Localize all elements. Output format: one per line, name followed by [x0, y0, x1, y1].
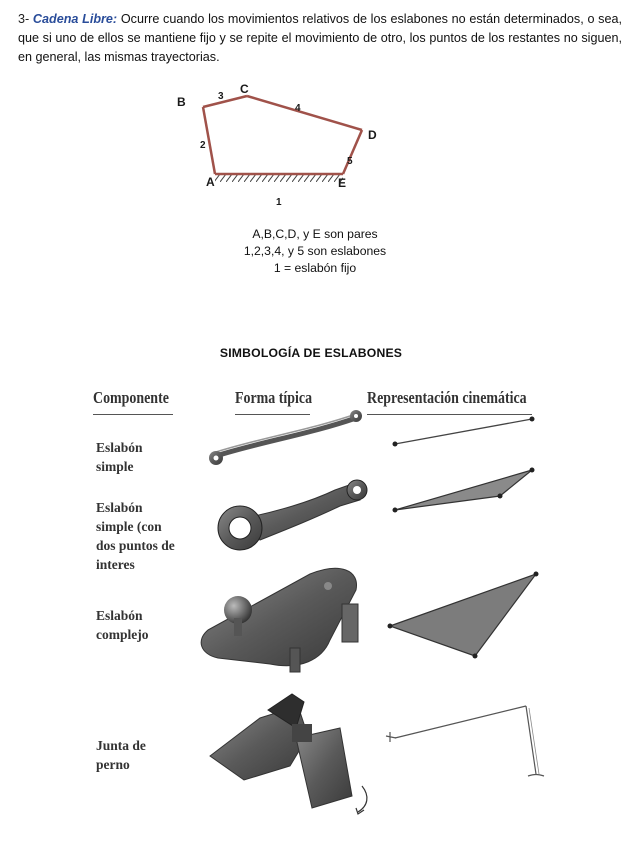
row-label-line: simple	[96, 459, 134, 474]
row-label-line: interes	[96, 557, 135, 572]
row-label-line: Junta de	[96, 738, 146, 753]
links	[203, 96, 362, 174]
complex-link-kinematic	[388, 572, 539, 659]
term-cadena-libre: Cadena Libre:	[32, 12, 118, 26]
row-label-line: dos puntos de	[96, 538, 175, 553]
simple-link-two-points-shape	[218, 480, 367, 550]
point-label-d: D	[368, 128, 377, 142]
free-chain-diagram	[160, 78, 420, 218]
item-number: 3-	[18, 12, 33, 26]
point-label-b: B	[177, 95, 186, 109]
link-symbology-figure	[60, 378, 580, 818]
link-label-3: 3	[218, 91, 224, 102]
row-label-line: Eslabón	[96, 608, 143, 623]
caption-line-pairs: A,B,C,D, y E son pares	[252, 227, 378, 241]
row-label-line: simple (con	[96, 519, 162, 534]
symbology-drawings	[60, 378, 580, 818]
row-label-line: perno	[96, 757, 130, 772]
simple-link-kinematic	[393, 417, 535, 447]
pin-joint-kinematic	[386, 706, 544, 776]
simple-link-two-points-kinematic	[393, 468, 535, 513]
point-label-c: C	[240, 82, 249, 96]
link-5	[343, 130, 362, 174]
paragraph-body: Ocurre cuando los movimientos relativos de los eslabones no están determinados, o sea, que si uno de ellos se mantiene fijo y se repite el movimiento de otro, los puntos de los restantes no siguen, en general, las mismas trayectorias.	[18, 12, 622, 64]
point-label-a: A	[206, 175, 215, 189]
section-title: SIMBOLOGÍA DE ESLABONES	[219, 346, 403, 360]
header-kinematic: Representación cinemática	[367, 388, 527, 407]
link-label-4: 4	[295, 103, 301, 114]
link-4	[247, 96, 362, 130]
caption-line-fixed: 1 = eslabón fijo	[273, 261, 357, 275]
diagram-caption	[200, 226, 430, 277]
header-component: Componente	[93, 388, 169, 407]
simple-link-shape	[209, 410, 362, 465]
link-label-5: 5	[347, 156, 353, 167]
row-label-line: Eslabón	[96, 500, 143, 515]
intro-paragraph	[18, 10, 622, 67]
pin-joint-shape	[210, 694, 367, 814]
caption-line-links: 1,2,3,4, y 5 son eslabones	[243, 244, 387, 258]
link-label-2: 2	[200, 140, 206, 151]
point-label-e: E	[338, 176, 347, 190]
link-label-1: 1	[276, 197, 282, 208]
link-3	[203, 96, 247, 107]
row-label-line: Eslabón	[96, 440, 143, 455]
complex-link-shape	[201, 568, 358, 672]
row-label-line: complejo	[96, 627, 149, 642]
header-typical-shape: Forma típica	[235, 388, 313, 407]
